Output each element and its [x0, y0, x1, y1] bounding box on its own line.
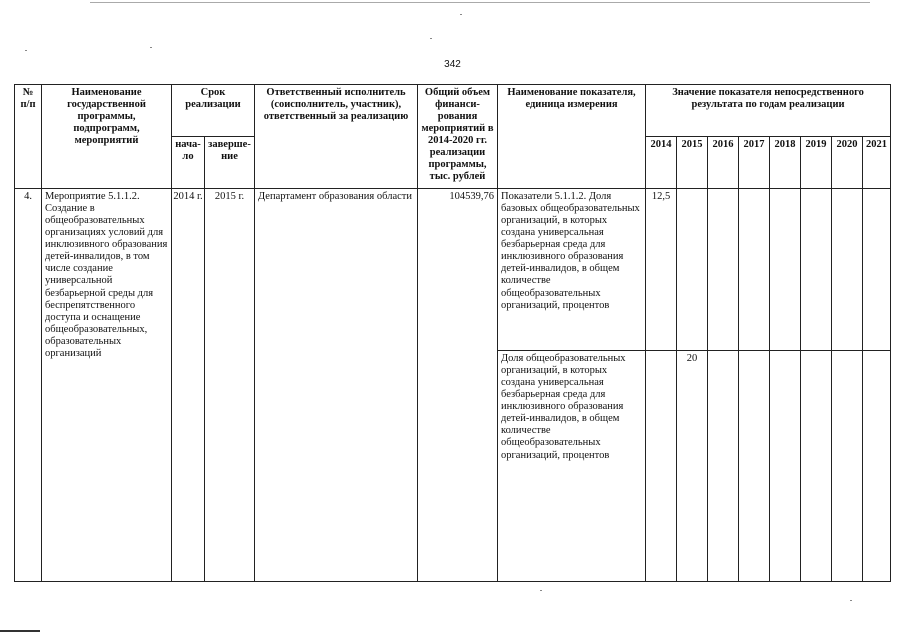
- indicator-2-value-2019: [801, 351, 832, 582]
- page-number: 342: [444, 59, 461, 70]
- scan-speck: [25, 50, 27, 51]
- row-start: 2014 г.: [172, 189, 205, 582]
- header-indicator: Наименование показателя, единица измерения: [498, 85, 646, 189]
- header-year: 2018: [770, 137, 801, 189]
- indicator-2-value-2021: [863, 351, 891, 582]
- row-funding: 104539,76: [418, 189, 498, 582]
- indicator-1-value-2018: [770, 189, 801, 351]
- indicator-2-value-2020: [832, 351, 863, 582]
- scan-line-bottom: [0, 630, 40, 632]
- header-year: 2019: [801, 137, 832, 189]
- scan-speck: [460, 14, 462, 15]
- indicator-1-value-2014: 12,5: [646, 189, 677, 351]
- indicator-2-value-2014: [646, 351, 677, 582]
- row-end: 2015 г.: [205, 189, 255, 582]
- indicator-2-value-2016: [708, 351, 739, 582]
- header-name: Наименование государственной программы, подпрограмм, мероприятий: [42, 85, 172, 189]
- row-indicator-1: Показатели 5.1.1.2. Доля базовых общеобразовательных организаций, в которых создана универсальная безбарьерная среда для инклюзивного образования детей-инвалидов, в общем количестве общеобразовательных организаций, процентов: [498, 189, 646, 351]
- header-year: 2014: [646, 137, 677, 189]
- row-indicator-2: Доля общеобразовательных организаций, в которых создана универсальная безбарьерная среда для инклюзивного образования детей-инвалидов, в общем количестве общеобразовательных организаций, процентов: [498, 351, 646, 582]
- indicator-2-value-2015: 20: [677, 351, 708, 582]
- header-values-title: Значение показателя непосредственного результата по годам реализации: [646, 85, 891, 137]
- indicator-2-value-2017: [739, 351, 770, 582]
- header-term-end: заверше-ние: [205, 137, 255, 189]
- scan-speck: [430, 38, 432, 39]
- header-funding: Общий объем финанси-рования мероприятий в 2014-2020 гг. реализации программы, тыс. рублей: [418, 85, 498, 189]
- table-row: [15, 189, 891, 351]
- header-row-1: [15, 85, 891, 137]
- indicator-1-value-2021: [863, 189, 891, 351]
- scan-speck: [540, 590, 542, 591]
- indicator-1-value-2015: [677, 189, 708, 351]
- indicator-1-value-2019: [801, 189, 832, 351]
- scan-speck: [150, 47, 152, 48]
- header-num: № п/п: [15, 85, 42, 189]
- row-executor: Департамент образования области: [255, 189, 418, 582]
- header-year: 2021: [863, 137, 891, 189]
- program-table: [14, 84, 891, 582]
- row-name: Мероприятие 5.1.1.2. Создание в общеобразовательных организациях условий для инклюзивного образования детей-инвалидов, в том числе создание универсальной безбарьерной среды для беспрепятственного доступа и оснащение общеобразовательных, образовательных организаций: [42, 189, 172, 582]
- header-term: Срок реализации: [172, 85, 255, 137]
- scan-speck: [850, 600, 852, 601]
- header-year: 2017: [739, 137, 770, 189]
- header-term-start: нача-ло: [172, 137, 205, 189]
- indicator-1-value-2017: [739, 189, 770, 351]
- indicator-2-value-2018: [770, 351, 801, 582]
- row-num: 4.: [15, 189, 42, 582]
- header-year: 2015: [677, 137, 708, 189]
- scan-line-top: [90, 2, 870, 3]
- header-year: 2020: [832, 137, 863, 189]
- indicator-1-value-2016: [708, 189, 739, 351]
- header-year: 2016: [708, 137, 739, 189]
- header-executor: Ответственный исполнитель (соисполнитель, участник), ответственный за реализацию: [255, 85, 418, 189]
- indicator-1-value-2020: [832, 189, 863, 351]
